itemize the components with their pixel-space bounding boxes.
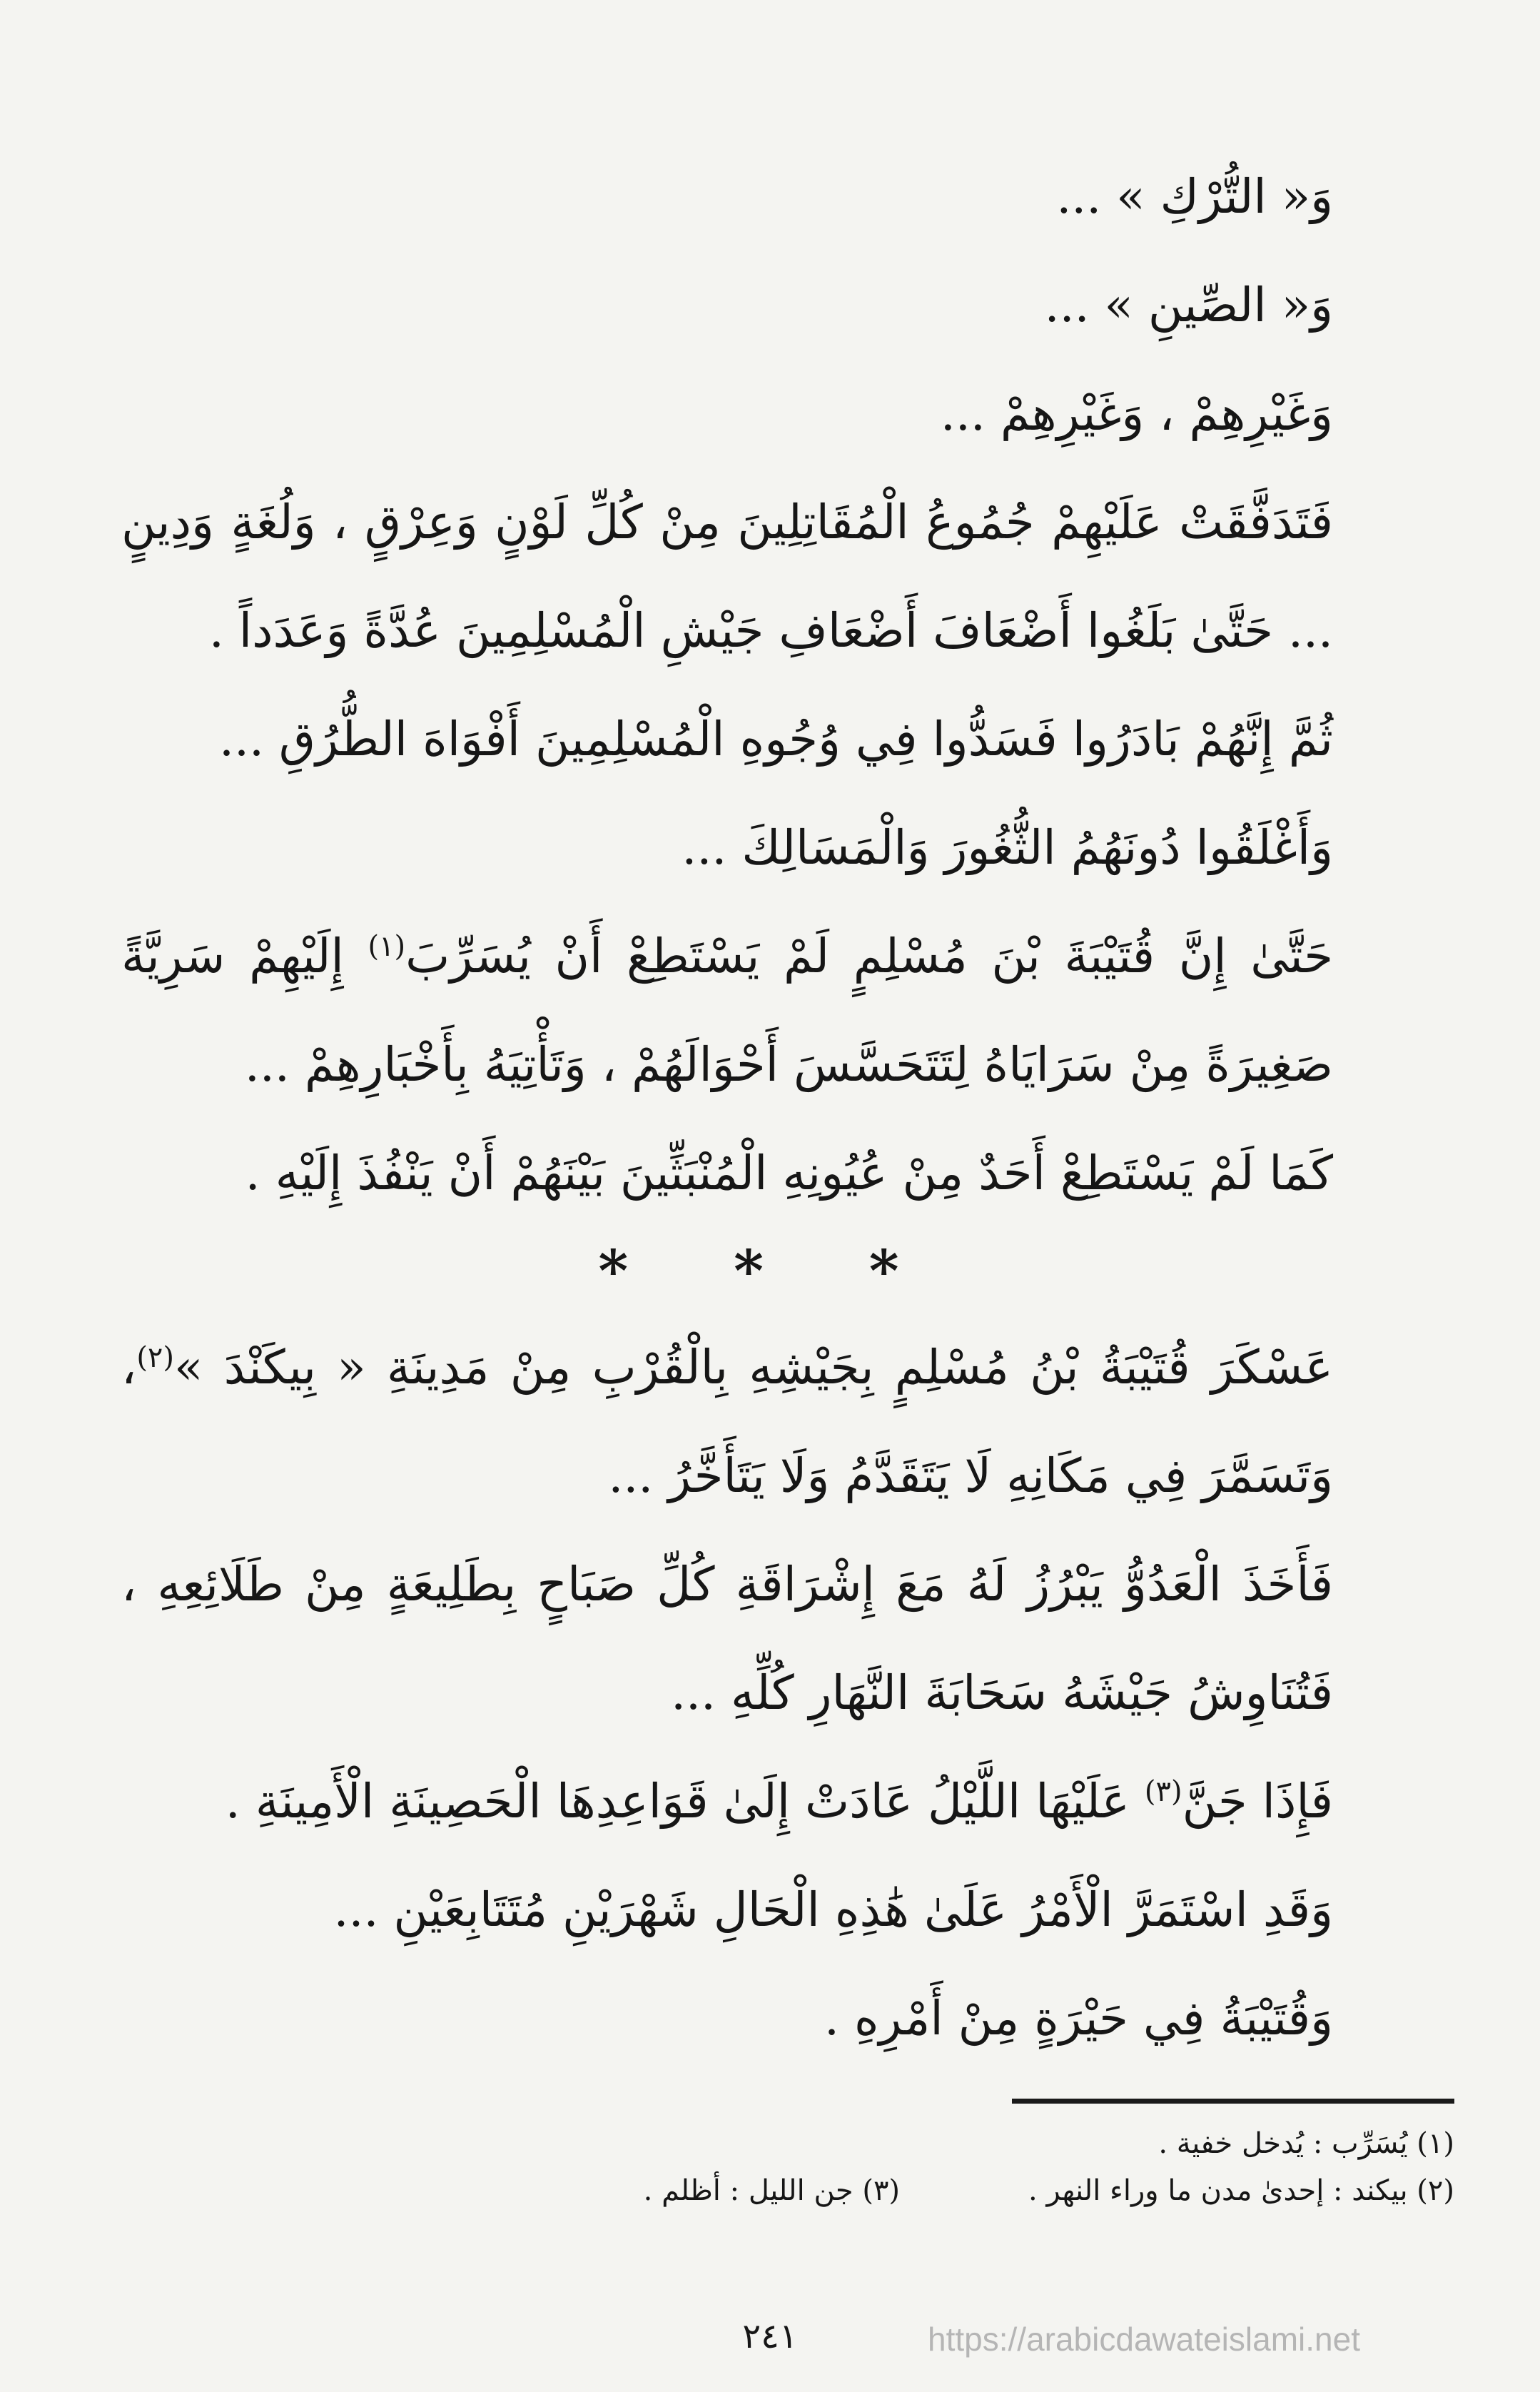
footnote-1: (١) يُسَرِّب : يُدخل خفية . (1158, 2127, 1454, 2160)
paragraph-11-text-b: عَلَيْهَا اللَّيْلُ عَادَتْ إِلَىٰ قَوَاعِدِهَا الْحَصِينَةِ الْأَمِينَةِ . (225, 1774, 1145, 1829)
footnote-3: (٣) جن الليل : أظلم . (643, 2174, 901, 2207)
paragraph-1: وَ« التُّرْكِ » ... (1056, 169, 1333, 224)
paragraph-8: كَمَا لَمْ يَسْتَطِعْ أَحَدٌ مِنْ عُيُونِهِ الْمُنْبَثِّينَ بَيْنَهُمْ أَنْ يَنْفُذَ إِلَيْهِ . (245, 1146, 1333, 1201)
paragraph-11 (121, 1747, 1419, 1856)
paragraph-13: وَقُتَيْبَةُ فِي حَيْرَةٍ مِنْ أَمْرِهِ . (824, 1991, 1333, 2046)
paragraph-6: وَأَغْلَقُوا دُونَهُمُ الثُّغُورَ وَالْمَسَالِكَ ... (682, 820, 1333, 875)
paragraph-7-text-b: إِلَيْهِمْ سَرِيَّةً صَغِيرَةً مِنْ سَرَايَاهُ لِتَتَحَسَّسَ أَحْوَالَهُمْ ، وَتَأْتِيَهُ بِأَخْبَارِهِمْ ... (121, 929, 1333, 1092)
footnotes (86, 2120, 1454, 2214)
footnote-line-1 (86, 2120, 1454, 2167)
paragraph-9-text-b: ، وَتَسَمَّرَ فِي مَكَانِهِ لَا يَتَقَدَّمُ وَلَا يَتَأَخَّرُ ... (121, 1340, 1333, 1503)
footnote-line-2 (86, 2167, 1454, 2214)
page-number: ٢٤١ (742, 2316, 798, 2356)
footnote-marker-2: (٢) (136, 1341, 175, 1374)
watermark-url: https://arabicdawateislami.net (928, 2321, 1360, 2358)
paragraph-5: ثُمَّ إِنَّهُمْ بَادَرُوا فَسَدُّوا فِي وُجُوهِ الْمُسْلِمِينَ أَفْوَاهَ الطُّرُقِ ... (219, 712, 1333, 767)
paragraph-12: وَقَدِ اسْتَمَرَّ الْأَمْرُ عَلَىٰ هَٰذِهِ الْحَالِ شَهْرَيْنِ مُتَتَابِعَيْنِ ... (333, 1882, 1333, 1937)
paragraph-11-text-a: فَإِذَا جَنَّ (1182, 1774, 1333, 1829)
paragraph-10: فَأَخَذَ الْعَدُوُّ يَبْرُزُ لَهُ مَعَ إِشْرَاقَةِ كُلِّ صَبَاحٍ بِطَلِيعَةٍ مِنْ طَلَائِعِهِ ، فَتُنَاوِشُ جَيْشَهُ سَحَابَةَ النَّهَارِ كُلِّهِ ... (121, 1557, 1333, 1720)
paragraph-4: فَتَدَفَّقَتْ عَلَيْهِمْ جُمُوعُ الْمُقَاتِلِينَ مِنْ كُلِّ لَوْنٍ وَعِرْقٍ ، وَلُغَةٍ وَدِينٍ ... حَتَّىٰ بَلَغُوا أَضْعَافَ أَضْعَافِ جَيْشِ الْمُسْلِمِينَ عُدَّةً وَعَدَداً . (121, 495, 1333, 658)
footnote-marker-1: (١) (368, 930, 406, 963)
paragraph-9 (121, 1313, 1419, 1530)
footnote-marker-3: (٣) (1144, 1775, 1182, 1808)
paragraph-7-text-a: حَتَّىٰ إِنَّ قُتَيْبَةَ بْنَ مُسْلِمٍ لَمْ يَسْتَطِعْ أَنْ يُسَرِّبَ (405, 929, 1334, 984)
footnote-divider (1012, 2099, 1454, 2104)
footnote-2: (٢) بيكند : إحدىٰ مدن ما وراء النهر . (1028, 2174, 1454, 2207)
paragraph-9-text-a: عَسْكَرَ قُتَيْبَةُ بْنُ مُسْلِمٍ بِجَيْشِهِ بِالْقُرْبِ مِنْ مَدِينَةِ « بِيكَنْدَ » (174, 1340, 1333, 1395)
main-text (121, 143, 1419, 2073)
paragraph-7 (121, 902, 1419, 1119)
paragraph-3: وَغَيْرِهِمْ ، وَغَيْرِهِمْ ... (940, 386, 1333, 441)
paragraph-2: وَ« الصِّينِ » ... (1044, 278, 1333, 333)
section-separator: * * * (598, 1237, 942, 1304)
